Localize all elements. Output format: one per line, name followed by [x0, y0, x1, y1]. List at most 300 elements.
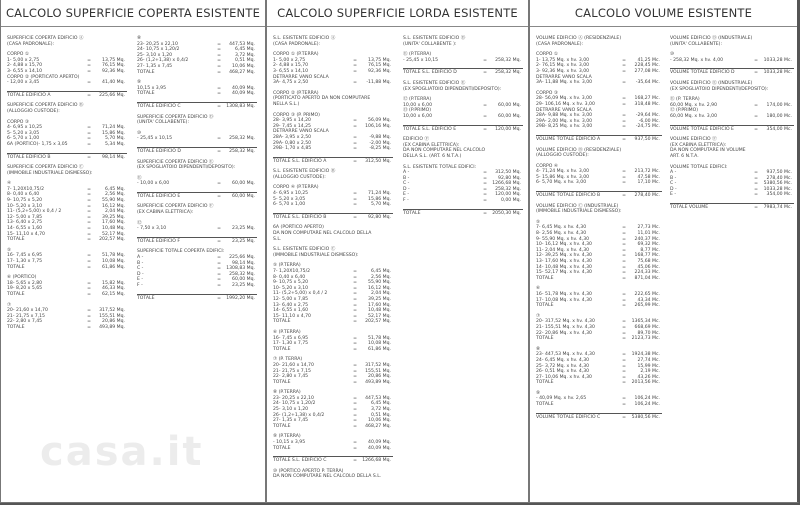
- row-label: 6A (PORTICO)- 1,75 x 3,05: [7, 141, 68, 147]
- row-label: TOTALE: [403, 210, 421, 216]
- row-value: 937,50 Mc.: [766, 170, 792, 176]
- watermark: casa.it: [40, 429, 204, 475]
- equals-sign: =: [353, 196, 357, 202]
- calc-row: [403, 198, 523, 204]
- row-value: 468,27 Mq.: [229, 69, 255, 75]
- row-label: 21- 155,51 Mq. x hv. 4,30: [536, 324, 595, 330]
- calc-row: [273, 380, 393, 386]
- calc-block: [137, 160, 257, 171]
- calc-block: [137, 131, 257, 142]
- equals-sign: =: [87, 280, 91, 286]
- row-label: 10,15 x 3,95: [137, 85, 167, 91]
- row-label: - 12,00 x 3,45: [7, 80, 40, 86]
- equals-sign: =: [87, 209, 91, 215]
- calc-block: [273, 36, 393, 47]
- row-label: D -: [137, 271, 144, 277]
- calc-row: [536, 102, 662, 108]
- row-value: 52,17 Mq.: [368, 313, 391, 319]
- equals-sign: =: [353, 440, 357, 446]
- row-value: 1992,20 Mq.: [226, 295, 255, 301]
- section-label: S.L. ESISTENTE TOTALE EDIFICI:: [403, 164, 477, 170]
- equals-sign: =: [87, 291, 91, 297]
- section-label: (ALLOGGIO CUSTODE):: [536, 153, 589, 159]
- row-value: 222,65 Mc.: [634, 291, 660, 297]
- equals-sign: =: [353, 191, 357, 197]
- row-label: 18- 5,65 x 2,80: [7, 280, 43, 286]
- row-value: 15,86 Mq.: [102, 130, 125, 136]
- section-label: (EX SPOGLIATOIO DIPENDENTI/DEPOSITO):: [403, 86, 502, 92]
- section-label: ⑦: [536, 313, 541, 319]
- total-row: [137, 102, 257, 110]
- calc-row: [7, 325, 127, 331]
- section-label: (IMMOBILE INDUSTRIALE DISMESSO):: [273, 252, 359, 258]
- row-label: 26- (1,2+1,38) x 0,4/2: [273, 412, 325, 418]
- equals-sign: =: [622, 236, 626, 242]
- row-value: 2050,30 Mq.: [492, 210, 521, 216]
- equals-sign: =: [622, 80, 626, 86]
- row-label: 29- 106,16 Mq. x hv. 3,00: [536, 101, 595, 107]
- calc-block: [670, 36, 794, 47]
- total-row: [536, 191, 662, 199]
- section-label: VOLUME EDIFICIO Ⓕ: [670, 137, 717, 143]
- section-label: S.L. ESISTENTE EDIFICIO Ⓐ: [273, 36, 336, 41]
- equals-sign: =: [353, 214, 357, 220]
- row-label: 22- 2,80 x 7,45: [7, 319, 43, 325]
- equals-sign: =: [754, 70, 758, 76]
- row-value: 17,60 Mq.: [368, 302, 391, 308]
- equals-sign: =: [217, 41, 221, 47]
- section-label: (UNITA' COLLABENTE ):: [403, 41, 457, 47]
- section-label: DA NON COMPUTARE NEL CALCOLO DELLA: [273, 231, 372, 237]
- row-value: 493,89 Mq.: [99, 324, 125, 330]
- calc-row: [273, 446, 393, 452]
- equals-sign: =: [87, 125, 91, 131]
- row-value: 60,00 Mq.: [232, 277, 255, 283]
- equals-sign: =: [353, 412, 357, 418]
- row-label: 6- 5,70 x 1,00: [7, 136, 40, 142]
- section-label: DETRARRE VANO SCALA: [273, 74, 329, 80]
- equals-sign: =: [353, 202, 357, 208]
- row-value: 40,09 Mq.: [232, 91, 255, 97]
- row-value: 312,50 Mq.: [365, 158, 391, 164]
- calc-block: [273, 169, 393, 180]
- calc-block: [273, 225, 393, 242]
- row-value: 2123,73 Mc.: [631, 336, 660, 342]
- row-value: 41,25 Mc.: [637, 57, 660, 63]
- row-value: 71,24 Mq.: [102, 125, 125, 131]
- row-label: A -: [137, 255, 144, 261]
- calc-block: [7, 165, 127, 176]
- row-label: 16- 51,78 Mq. x hv. 4,30: [536, 291, 592, 297]
- equals-sign: =: [87, 264, 91, 270]
- section-label: VOLUME EDIFICIO Ⓔ (INDUSTRIALE): [670, 80, 753, 86]
- column: [273, 36, 393, 485]
- section-label: DA NON COMPUTARE NEL CALCOLO: [403, 148, 486, 154]
- calc-block: [137, 237, 257, 245]
- row-label: 60,00 Mq. x hv. 3,00: [670, 113, 718, 119]
- row-value: 92,36 Mq.: [368, 68, 391, 74]
- equals-sign: =: [217, 91, 221, 97]
- row-value: 493,89 Mq.: [365, 379, 391, 385]
- section-label: EDIFICIO Ⓕ: [403, 137, 430, 143]
- row-value: 61,86 Mq.: [102, 264, 125, 270]
- equals-sign: =: [217, 266, 221, 272]
- row-value: -24,75 Mc.: [635, 124, 660, 130]
- row-value: 69,32 Mc.: [637, 242, 660, 248]
- row-label: - 258,32 Mq. x hv. 4,00: [670, 57, 724, 63]
- equals-sign: =: [483, 181, 487, 187]
- calc-block: [670, 125, 794, 133]
- row-value: 5,34 Mq.: [104, 141, 125, 147]
- calc-block: [7, 248, 127, 270]
- equals-sign: =: [87, 154, 91, 160]
- equals-sign: =: [622, 414, 626, 420]
- row-value: 98,14 Mq.: [102, 154, 125, 160]
- section-label: ⑦: [7, 302, 12, 308]
- row-value: -8,25 Mq.: [369, 146, 391, 152]
- row-value: 447,53 Mq.: [229, 41, 255, 47]
- section-label: CORPO ③: [7, 119, 29, 125]
- row-value: 60,00 Mq.: [232, 181, 255, 187]
- row-value: 17,10 Mc.: [637, 180, 660, 186]
- calc-block: [137, 294, 257, 302]
- row-label: C -: [403, 181, 410, 187]
- calc-row: [137, 136, 257, 142]
- row-label: 8- 2,56 Mq. x hv. 4,30: [536, 231, 587, 237]
- panel-superficie-coperta: [0, 0, 266, 503]
- total-row: [137, 192, 257, 200]
- equals-sign: =: [483, 192, 487, 198]
- equals-sign: =: [217, 148, 221, 154]
- section-label: (CASA PADRONALE):: [273, 41, 321, 47]
- section-label: DA NON COMPUTARE IN VOLUME: [670, 148, 746, 154]
- equals-sign: =: [353, 80, 357, 86]
- row-value: 1308,83 Mq.: [226, 266, 255, 272]
- calc-block: [273, 469, 393, 480]
- section-label: S.L.: [273, 236, 282, 242]
- section-label: CORPO ③: [536, 90, 558, 96]
- row-label: 15- 52,17 Mq. x hv. 4,30: [536, 270, 592, 276]
- equals-sign: =: [87, 313, 91, 319]
- row-label: VOLUME TOTALE EDIFICIO C: [536, 414, 601, 420]
- row-label: 60,00 Mq. x hv. 2,90: [670, 102, 718, 108]
- row-value: 6,45 Mq.: [104, 186, 125, 192]
- row-value: 10,06 Mq.: [232, 63, 255, 69]
- section-label: VOLUME EDIFICIO Ⓐ (RESIDENZIALE): [536, 36, 622, 41]
- row-label: 26- (1,2+1,38) x 0,4/2: [137, 58, 189, 64]
- equals-sign: =: [217, 193, 221, 199]
- row-value: 10,48 Mq.: [368, 308, 391, 314]
- equals-sign: =: [353, 335, 357, 341]
- row-label: B -: [137, 260, 144, 266]
- row-value: 76,15 Mq.: [368, 63, 391, 69]
- calc-row: [273, 319, 393, 325]
- equals-sign: =: [353, 458, 357, 464]
- calc-row: [670, 58, 794, 64]
- equals-sign: =: [622, 369, 626, 375]
- equals-sign: =: [483, 70, 487, 76]
- row-value: 17,60 Mq.: [102, 220, 125, 226]
- row-label: TOTALE: [536, 303, 554, 309]
- row-value: 16,12 Mq.: [102, 203, 125, 209]
- row-value: 1365,34 Mc.: [631, 319, 660, 325]
- row-label: 6- 5,70 x 1,00: [273, 202, 306, 208]
- row-label: 3A- 4,75 x 2,50: [273, 80, 309, 86]
- row-label: TOTALE: [137, 69, 155, 75]
- row-value: 1266,68 Mq.: [362, 458, 391, 464]
- row-label: 28A- 3,95 x 2,50: [273, 134, 312, 140]
- section-label: ⑥ (PORTICO): [7, 275, 37, 281]
- equals-sign: =: [483, 57, 487, 63]
- row-label: 13- 6,40 x 2,75: [7, 220, 43, 226]
- section-label: S.L. ESISTENTE EDIFICIO Ⓔ: [403, 80, 466, 86]
- total-row: [273, 157, 393, 165]
- calc-block: [273, 434, 393, 451]
- section-label: SUPERFICIE COPERTA EDIFICIO Ⓕ: [137, 204, 214, 210]
- equals-sign: =: [217, 85, 221, 91]
- calc-row: [273, 69, 393, 75]
- calc-row: [273, 424, 393, 430]
- row-value: 11,01 Mc.: [637, 231, 660, 237]
- row-value: -35,64 Mc.: [635, 80, 660, 86]
- row-value: 52,17 Mq.: [102, 231, 125, 237]
- equals-sign: =: [622, 270, 626, 276]
- row-label: 10,00 x 6,00: [403, 113, 433, 119]
- equals-sign: =: [353, 308, 357, 314]
- equals-sign: =: [483, 210, 487, 216]
- row-value: -9,88 Mq.: [369, 134, 391, 140]
- row-value: 40,09 Mq.: [368, 445, 391, 451]
- equals-sign: =: [622, 264, 626, 270]
- row-value: -6,00 Mc.: [638, 118, 660, 124]
- section-label: ⑧: [536, 346, 541, 352]
- row-value: 46,33 Mq.: [102, 286, 125, 292]
- calc-block: [670, 97, 794, 119]
- row-value: 60,00 Mq.: [498, 102, 521, 108]
- equals-sign: =: [353, 274, 357, 280]
- row-label: 7- 1,20X10,75/2: [273, 269, 311, 274]
- section-label: ⑫ (P.PRIMO): [670, 108, 699, 114]
- equals-sign: =: [622, 68, 626, 74]
- row-label: TOTALE S.L. EDIFICIO A: [273, 158, 327, 164]
- section-label: ⑦ (P. TERRA): [273, 357, 303, 363]
- section-label: CORPO ①: [536, 52, 558, 58]
- calc-row: [7, 80, 127, 86]
- row-value: 15,82 Mq.: [102, 280, 125, 286]
- equals-sign: =: [217, 52, 221, 58]
- calc-block: [403, 165, 523, 204]
- row-label: TOTALE: [273, 346, 291, 352]
- calc-block: [403, 52, 523, 63]
- equals-sign: =: [622, 57, 626, 63]
- equals-sign: =: [87, 136, 91, 142]
- section-label: CORPO ④: [536, 163, 558, 169]
- section-label: (IMMOBILE INDUSTRIALE DISMESSO):: [536, 209, 622, 215]
- section-label: ⑫ (P.TERRA): [403, 97, 432, 103]
- equals-sign: =: [217, 47, 221, 53]
- row-label: B -: [670, 175, 677, 181]
- row-label: 5- 5,20 x 3,05: [7, 130, 40, 136]
- equals-sign: =: [87, 198, 91, 204]
- calc-block: [403, 81, 523, 92]
- section-label: NELLA S.L.): [273, 101, 300, 107]
- equals-sign: =: [87, 226, 91, 232]
- equals-sign: =: [87, 324, 91, 330]
- equals-sign: =: [754, 186, 758, 192]
- row-label: TOTALE VOLUME: [670, 205, 709, 211]
- row-value: 20,86 Mq.: [368, 374, 391, 380]
- row-label: 10- 5,20 x 3,10: [7, 203, 43, 209]
- total-row: [670, 68, 794, 76]
- row-label: TOTALE S.L. EDIFICIO C: [273, 458, 327, 464]
- section-label: 6A (PORTICO APERTO): [273, 225, 324, 231]
- section-label: VOLUME EDIFICIO Ⓒ (INDUSTRIALE): [536, 203, 619, 209]
- row-label: TOTALE S.L. EDIFICIO D: [403, 70, 457, 76]
- calc-block: [273, 263, 393, 325]
- row-label: 3A- 11,88 Mq. x hv. 3,00: [536, 80, 593, 86]
- row-label: TOTALE EDIFICIO D: [137, 148, 181, 154]
- calc-block: [536, 135, 662, 143]
- row-value: 23,25 Mq.: [232, 283, 255, 288]
- row-label: VOLUME TOTALE EDIFICIO A: [536, 136, 601, 142]
- calc-block: [137, 176, 257, 187]
- calc-row: [137, 91, 257, 97]
- row-value: 98,14 Mq.: [232, 260, 255, 266]
- row-label: TOTALE: [536, 380, 554, 386]
- row-value: 1266,68 Mq.: [492, 181, 521, 187]
- row-label: 11- (5,2+5,00) x 0,4 / 2: [7, 209, 62, 215]
- row-value: 180,00 Mc.: [766, 113, 792, 119]
- section-label: DETRARRE VANO SCALA: [273, 129, 329, 135]
- row-label: 25- 3,10 x 1,20: [273, 407, 309, 413]
- calc-block: [536, 347, 662, 386]
- row-label: 16- 7,45 x 6,95: [7, 253, 43, 259]
- row-value: 3,72 Mq.: [234, 52, 255, 58]
- section-label: CORPO ② (P.TERRA): [273, 90, 319, 96]
- row-value: 5380,56 Mc.: [631, 414, 660, 420]
- equals-sign: =: [217, 271, 221, 277]
- row-label: 2- 4,88 x 15,70: [7, 63, 43, 69]
- equals-sign: =: [87, 92, 91, 98]
- total-row: [137, 294, 257, 302]
- row-label: - 40,09 Mq. x hv. 2,65: [536, 396, 587, 402]
- calc-row: [536, 80, 662, 86]
- total-row: [273, 456, 393, 464]
- calc-block: [536, 413, 662, 421]
- section-label: (IMMOBILE INDUSTRIALE DISMESSO):: [7, 170, 93, 176]
- row-value: 27,74 Mc.: [637, 357, 660, 363]
- equals-sign: =: [622, 169, 626, 175]
- equals-sign: =: [87, 141, 91, 147]
- row-value: 41,40 Mq.: [102, 80, 125, 86]
- row-value: 1924,38 Mc.: [631, 352, 660, 358]
- section-label: ⑩: [670, 52, 675, 58]
- row-label: - 10,00 x 6,00: [137, 181, 170, 187]
- row-label: 12- 5,00 x 7,85: [7, 214, 43, 220]
- row-value: 92,36 Mq.: [102, 68, 125, 74]
- equals-sign: =: [622, 363, 626, 369]
- row-value: 2,56 Mq.: [370, 274, 391, 280]
- row-label: 7- 1,20X10,75/2: [7, 186, 45, 192]
- row-value: 5,70 Mq.: [104, 136, 125, 142]
- row-value: 258,32 Mq.: [495, 57, 521, 63]
- row-value: 7983,74 Mc.: [763, 205, 792, 211]
- row-label: 17- 1,30 x 7,75: [273, 341, 309, 347]
- calc-block: [137, 192, 257, 200]
- calc-row: [536, 69, 662, 75]
- section-label: ⑤: [536, 219, 541, 225]
- calc-row: [273, 347, 393, 353]
- row-label: 23- 447,53 Mq. x hv. 4,30: [536, 352, 595, 358]
- row-label: 29A- 0,80 x 2,50: [273, 140, 312, 146]
- row-value: 265,99 Mc.: [634, 303, 660, 309]
- section-label: CORPO ③ (P. PRIMO): [273, 112, 320, 118]
- row-label: 23- 20,25 x 22,10: [137, 41, 178, 47]
- calc-block: [137, 80, 257, 97]
- equals-sign: =: [622, 352, 626, 358]
- calc-block: [670, 165, 794, 199]
- equals-sign: =: [483, 186, 487, 192]
- section-label: ⑪ (P.TERRA): [403, 52, 432, 58]
- row-label: 14- 10,48 Mq. x hv. 4,30: [536, 264, 592, 270]
- equals-sign: =: [353, 134, 357, 140]
- row-label: 4- 71,24 Mq. x hv. 3,00: [536, 169, 590, 175]
- row-value: 40,09 Mq.: [232, 85, 255, 91]
- row-label: 5- 5,20 x 3,05: [273, 196, 306, 202]
- calc-block: [7, 275, 127, 297]
- row-value: 10,08 Mq.: [368, 341, 391, 347]
- row-value: 2,04 Mq.: [370, 291, 391, 297]
- calc-block: [536, 164, 662, 186]
- row-label: C -: [670, 181, 677, 187]
- row-label: TOTALE: [137, 295, 155, 301]
- row-value: 5380,56 Mc.: [763, 181, 792, 187]
- calc-block: [7, 120, 127, 148]
- row-value: 1033,28 Mc.: [763, 70, 792, 76]
- calc-row: [137, 181, 257, 187]
- row-label: TOTALE EDIFICIO A: [7, 92, 51, 98]
- equals-sign: =: [754, 170, 758, 176]
- row-value: 1308,83 Mq.: [226, 103, 255, 109]
- row-label: 20- 21,60 x 14,70: [7, 308, 48, 314]
- total-row: [670, 125, 794, 133]
- section-label: (EX CABINA ELETTRICA):: [137, 210, 194, 216]
- section-label: ⑤: [7, 247, 12, 253]
- divider: [267, 26, 528, 27]
- section-label: ⑥ (P.TERRA): [273, 329, 301, 335]
- divider: [1, 26, 265, 27]
- total-row: [536, 135, 662, 143]
- row-value: 278,40 Mc.: [634, 193, 660, 199]
- row-value: 39,25 Mq.: [368, 296, 391, 302]
- row-label: 2- 4,88 x 15,70: [273, 63, 309, 69]
- row-label: 21- 21,75 x 7,15: [7, 313, 45, 319]
- equals-sign: =: [353, 418, 357, 424]
- row-value: 120,00 Mq.: [495, 126, 521, 132]
- equals-sign: =: [353, 68, 357, 74]
- calc-block: [536, 314, 662, 342]
- section-label: VOLUME EDIFICIO Ⓑ (RESIDENZIALE): [536, 147, 622, 153]
- equals-sign: =: [353, 57, 357, 63]
- row-label: 4- 6,95 x 10,25: [7, 125, 43, 131]
- equals-sign: =: [622, 113, 626, 119]
- row-label: 20- 317,52 Mq. x hv. 4,30: [536, 319, 595, 325]
- calc-row: [536, 276, 662, 282]
- row-value: 6,45 Mq.: [234, 47, 255, 53]
- equals-sign: =: [353, 146, 357, 152]
- equals-sign: =: [622, 242, 626, 248]
- row-label: 5- 15,86 Mq. x hv. 3,00: [536, 174, 590, 180]
